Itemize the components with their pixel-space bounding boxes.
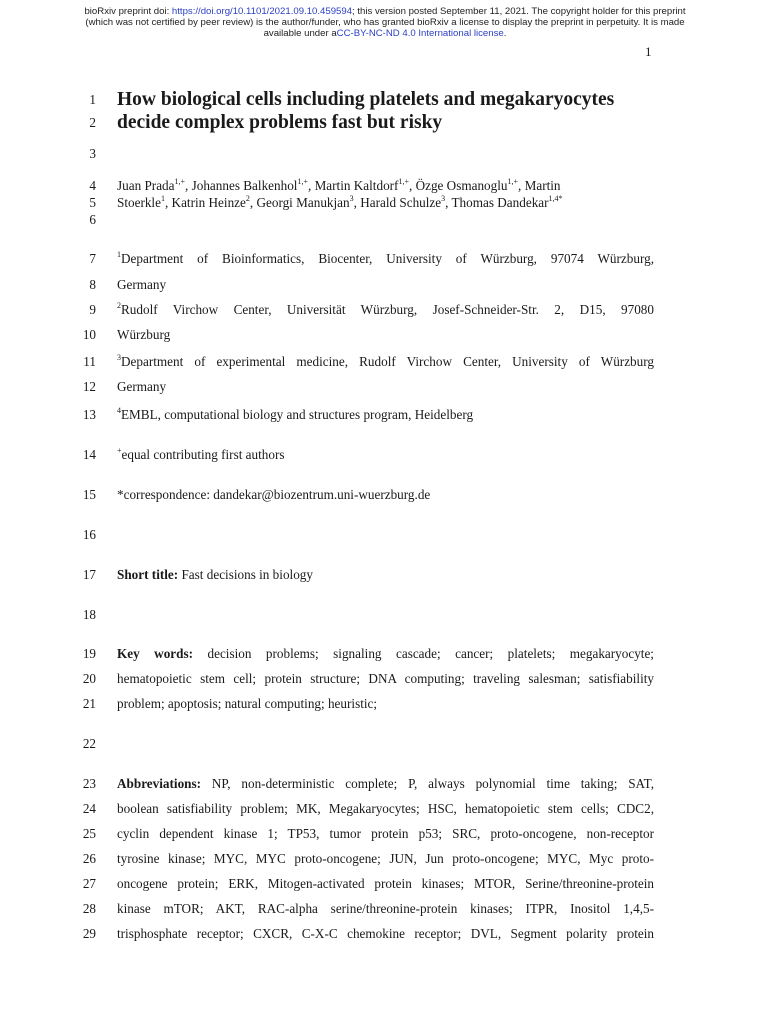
line-number: 13 [82, 407, 96, 422]
line-number: 4 [89, 178, 96, 193]
doi-link[interactable]: https://doi.org/10.1101/2021.09.10.459594 [171, 6, 353, 17]
abbreviations-line-1: Abbreviations: NP, non-deterministic complete; P, always polynomial time taking; SAT, [117, 776, 654, 791]
preprint-header-line-2: (which was not certified by peer review) is the author/funder, who has granted bioRxiv a license to display the preprint in perpetuity. It is made [85, 17, 685, 28]
affiliation-2-cont: Würzburg [117, 327, 171, 342]
affiliation-4: $^4$EMBL, computational biology and structures program, Heidelberg [117, 406, 474, 422]
line-number: 11 [83, 354, 96, 369]
abbreviations-line-5: oncogene protein; ERK, Mitogen-activated protein kinases; MTOR, Serine/threonine-protein [117, 876, 654, 891]
paper-title-line-1: How biological cells including platelets and megakaryocytes [117, 89, 615, 110]
preprint-header-line-1: bioRxiv preprint doi: https://doi.org/10.1101/2021.09.10.459594; this version posted September 11, 2021. The copyright holder for this preprint [84, 6, 686, 17]
line-number: 10 [82, 327, 96, 342]
correspondence-note: *correspondence: dandekar@biozentrum.uni-wuerzburg.de [117, 487, 431, 502]
line-number: 16 [82, 527, 96, 542]
affiliation-1: $^1$Department of Bioinformatics, Biocenter, University of Würzburg, 97074 Würzburg, [117, 250, 654, 266]
line-number: 25 [82, 826, 96, 841]
line-number: 9 [89, 302, 96, 317]
line-number: 14 [82, 447, 96, 462]
line-number: 1 [89, 92, 96, 107]
line-number: 20 [82, 671, 96, 686]
line-number: 17 [82, 567, 96, 582]
affiliation-2: $^2$Rudolf Virchow Center, Universität Würzburg, Josef-Schneider-Str. 2, D15, 97080 [117, 301, 654, 317]
abbreviations-line-3: cyclin dependent kinase 1; TP53, tumor protein p53; SRC, proto-oncogene, non-receptor [117, 826, 654, 841]
keywords-line-3: problem; apoptosis; natural computing; heuristic; [117, 696, 378, 711]
abbreviations-line-7: trisphosphate receptor; CXCR, C-X-C chemokine receptor; DVL, Segment polarity protein [117, 926, 654, 941]
preprint-header-line-3: available under aCC-BY-NC-ND 4.0 International license. [263, 28, 507, 39]
keywords-line-2: hematopoietic stem cell; protein structure; DNA computing; traveling salesman; satisfiability [117, 671, 654, 686]
affiliation-3: $^3$Department of experimental medicine, Rudolf Virchow Center, University of Würzburg [117, 353, 654, 369]
line-number: 22 [82, 736, 96, 751]
line-number: 8 [89, 277, 96, 292]
author-list-line-1: Juan Prada$^{1,+}$, Johannes Balkenhol$^{1,+}$, Martin Kaltdorf$^{1,+}$, Özge Osmanoglu$^{1,+}$, Martin [117, 177, 561, 193]
line-number: 6 [89, 212, 96, 227]
affiliation-1-cont: Germany [117, 277, 167, 292]
line-number: 26 [82, 851, 96, 866]
line-number: 18 [82, 607, 96, 622]
line-number: 3 [89, 146, 96, 161]
line-number: 27 [82, 876, 96, 891]
line-number: 12 [82, 379, 96, 394]
line-number: 24 [82, 801, 96, 816]
affiliation-3-cont: Germany [117, 379, 167, 394]
line-number: 28 [82, 901, 96, 916]
paper-title-line-2: decide complex problems fast but risky [117, 112, 443, 133]
abbreviations-line-4: tyrosine kinase; MYC, MYC proto-oncogene; JUN, Jun proto-oncogene; MYC, Myc proto- [117, 851, 654, 866]
line-number: 21 [82, 696, 96, 711]
line-number: 5 [89, 195, 96, 210]
line-number: 29 [82, 926, 96, 941]
page-number: 1 [645, 44, 652, 59]
line-number: 15 [82, 487, 96, 502]
line-number: 23 [82, 776, 96, 791]
abbreviations-line-6: kinase mTOR; AKT, RAC-alpha serine/threonine-protein kinases; ITPR, Inositol 1,4,5- [117, 901, 654, 916]
equal-contribution-note: +equal contributing first authors [117, 446, 285, 462]
keywords-line-1: Key words: decision problems; signaling cascade; cancer; platelets; megakaryocyte; [117, 646, 654, 661]
license-link[interactable]: CC-BY-NC-ND 4.0 International license [336, 28, 504, 39]
line-number: 19 [82, 646, 96, 661]
line-number: 2 [89, 115, 96, 130]
short-title: Short title: Fast decisions in biology [117, 567, 313, 582]
abbreviations-line-2: boolean satisfiability problem; MK, Megakaryocytes; HSC, hematopoietic stem cells; CDC2, [117, 801, 654, 816]
line-number: 7 [89, 251, 96, 266]
author-list-line-2: Stoerkle$^1$, Katrin Heinze$^2$, Georgi Manukjan$^3$, Harald Schulze$^3$, Thomas Dandekar$^{1,4*}$ [117, 194, 563, 210]
